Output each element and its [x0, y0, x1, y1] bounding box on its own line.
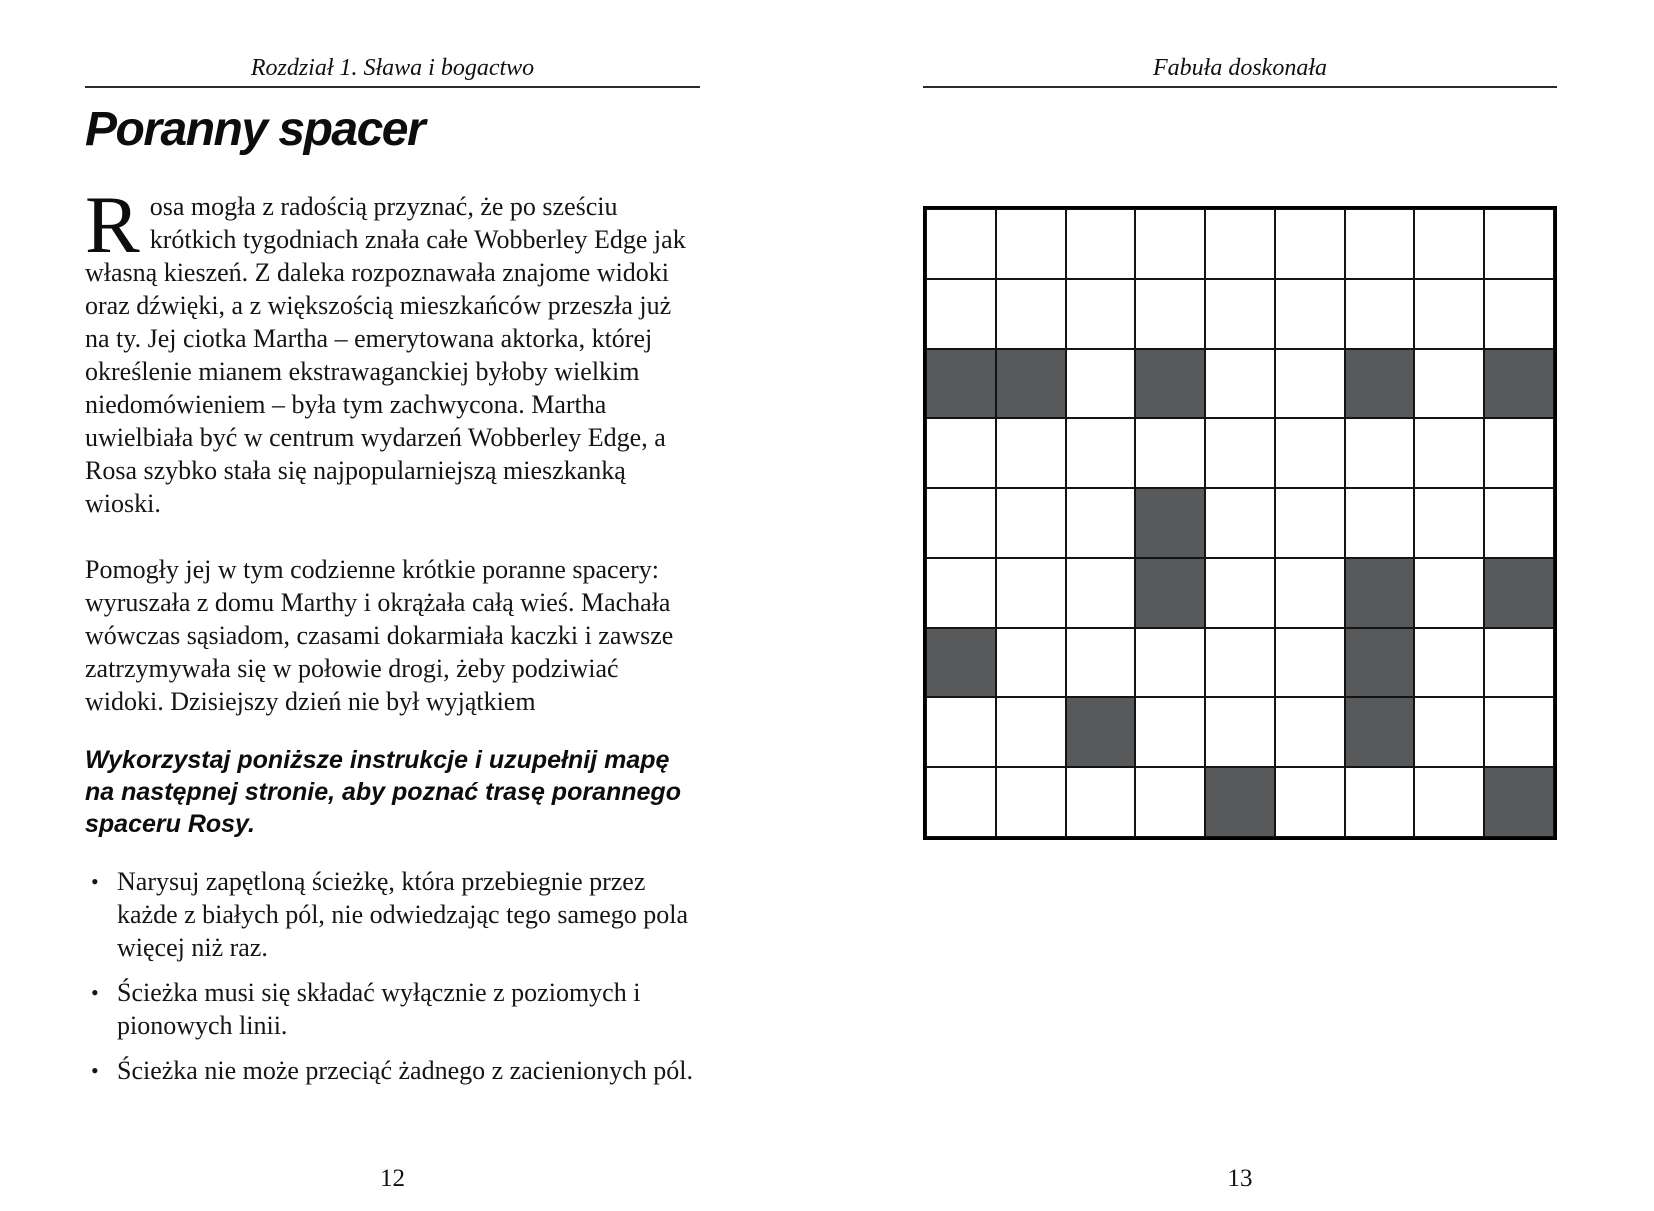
grid-cell	[1484, 697, 1554, 767]
grid-cell	[1066, 558, 1136, 628]
grid-cell	[1066, 767, 1136, 837]
grid-cell	[996, 697, 1066, 767]
grid-cell-shaded	[926, 349, 996, 419]
grid-cell	[926, 767, 996, 837]
grid-cell	[1414, 488, 1484, 558]
paragraph-2: Pomogły jej w tym codzienne krótkie poranne spacery: wyruszała z domu Marthy i okrążała całą wieś. Machała wówczas sąsiadom, czasami dokarmiała kaczki i zawsze zatrzymywała się w połowie drogi, żeby podziwiać widoki. Dzisiejszy dzień nie był wyjątkiem	[85, 555, 674, 716]
grid-cell	[1275, 628, 1345, 698]
grid-cell	[1275, 279, 1345, 349]
grid-cell	[1135, 697, 1205, 767]
grid-cell	[1484, 209, 1554, 279]
grid-cell	[1275, 418, 1345, 488]
grid-cell	[1135, 209, 1205, 279]
grid-cell	[1066, 209, 1136, 279]
grid-cell	[1414, 697, 1484, 767]
grid-cell	[1275, 209, 1345, 279]
grid-cell-shaded	[1345, 697, 1415, 767]
grid-cell	[926, 488, 996, 558]
grid-cell	[1275, 488, 1345, 558]
grid-cell	[1484, 279, 1554, 349]
bullet-marker-icon: •	[91, 980, 99, 1005]
grid-cell	[1345, 767, 1415, 837]
right-page	[923, 0, 1557, 840]
grid-cell	[926, 209, 996, 279]
running-head-left: Rozdział 1. Sława i bogactwo	[85, 52, 700, 88]
grid-cell	[1345, 209, 1415, 279]
paragraph-1-text: osa mogła z radością przyznać, że po sześciu krótkich tygodniach znała całe Wobberley Edge jak własną kieszeń. Z daleka rozpoznawała znajome widoki oraz dźwięki, a z większością mieszkańców przeszła już na ty. Jej ciotka Martha – emerytowana aktorka, której określenie mianem ekstrawaganckiej byłoby wielkim niedomówieniem – była tym zachwycona. Martha uwielbiała być w centrum wydarzeń Wobberley Edge, a Rosa szybko stała się najpopularniejszą mieszkanką wioski.	[85, 192, 686, 518]
grid-cell	[1484, 418, 1554, 488]
puzzle-grid	[923, 206, 1557, 840]
grid-cell	[996, 767, 1066, 837]
grid-cell	[1066, 628, 1136, 698]
grid-cell	[1066, 488, 1136, 558]
page-title: Poranny spacer	[85, 103, 425, 156]
grid-cell-shaded	[1066, 697, 1136, 767]
grid-cell	[1066, 349, 1136, 419]
grid-cell	[1135, 767, 1205, 837]
grid-cell-shaded	[1484, 558, 1554, 628]
grid-cell	[1205, 628, 1275, 698]
grid-cell-shaded	[1345, 349, 1415, 419]
grid-cell	[1484, 488, 1554, 558]
page-number-right: 13	[1227, 1165, 1253, 1192]
grid-cell	[926, 418, 996, 488]
grid-cell	[926, 697, 996, 767]
grid-cell	[1414, 628, 1484, 698]
grid-cell-shaded	[1135, 349, 1205, 419]
grid-cell	[1205, 558, 1275, 628]
grid-cell	[996, 209, 1066, 279]
grid-cell	[1414, 767, 1484, 837]
left-page	[85, 0, 700, 1099]
bullet-marker-icon: •	[91, 869, 99, 894]
grid-cell	[1275, 349, 1345, 419]
grid-cell	[1066, 279, 1136, 349]
grid-cell-shaded	[1205, 767, 1275, 837]
grid-cell-shaded	[926, 628, 996, 698]
grid-cell	[1345, 488, 1415, 558]
grid-cell	[1345, 279, 1415, 349]
grid-cell	[996, 628, 1066, 698]
grid-cell	[1414, 558, 1484, 628]
grid-cell	[996, 279, 1066, 349]
grid-cell	[1205, 349, 1275, 419]
bullet-marker-icon: •	[91, 1058, 99, 1083]
grid-cell	[996, 418, 1066, 488]
grid-cell	[1205, 488, 1275, 558]
bullet-item: • Ścieżka musi się składać wyłącznie z poziomych i pionowych linii.	[91, 978, 641, 1040]
grid-cell-shaded	[996, 349, 1066, 419]
grid-cell	[926, 558, 996, 628]
grid-cell	[1275, 767, 1345, 837]
grid-cell-shaded	[1345, 558, 1415, 628]
grid-cell-shaded	[1484, 349, 1554, 419]
page-number-left: 12	[380, 1165, 405, 1192]
grid-cell-shaded	[1345, 628, 1415, 698]
grid-cell-shaded	[1135, 558, 1205, 628]
grid-cell	[1205, 209, 1275, 279]
grid-cell	[1205, 418, 1275, 488]
grid-cell-shaded	[1484, 767, 1554, 837]
grid-cell	[996, 558, 1066, 628]
grid-cell	[1414, 349, 1484, 419]
grid-cell	[996, 488, 1066, 558]
grid-cell	[1135, 628, 1205, 698]
grid-cell	[926, 279, 996, 349]
grid-cell	[1275, 697, 1345, 767]
bullet-item: • Ścieżka nie może przeciąć żadnego z zacienionych pól.	[91, 1056, 694, 1085]
grid-cell-shaded	[1135, 488, 1205, 558]
paragraph-1	[85, 179, 700, 520]
drop-cap: R	[85, 179, 140, 270]
running-head-right: Fabuła doskonała	[923, 52, 1557, 88]
grid-cell	[1066, 418, 1136, 488]
puzzle-instruction: Wykorzystaj poniższe instrukcje i uzupełnij mapę na następnej stronie, aby poznać trasę porannego spaceru Rosy.	[85, 746, 681, 838]
instruction-bullet-list	[85, 865, 700, 1087]
bullet-item: • Narysuj zapętloną ścieżkę, która przebiegnie przez każde z białych pól, nie odwiedzając tego samego pola więcej niż raz.	[91, 867, 689, 962]
grid-cell	[1414, 418, 1484, 488]
grid-cell	[1135, 279, 1205, 349]
grid-cell	[1414, 279, 1484, 349]
grid-cell	[1205, 279, 1275, 349]
grid-cell	[1205, 697, 1275, 767]
grid-cell	[1414, 209, 1484, 279]
grid-cell	[1345, 418, 1415, 488]
grid-cell	[1135, 418, 1205, 488]
grid-cell	[1275, 558, 1345, 628]
grid-cell	[1484, 628, 1554, 698]
